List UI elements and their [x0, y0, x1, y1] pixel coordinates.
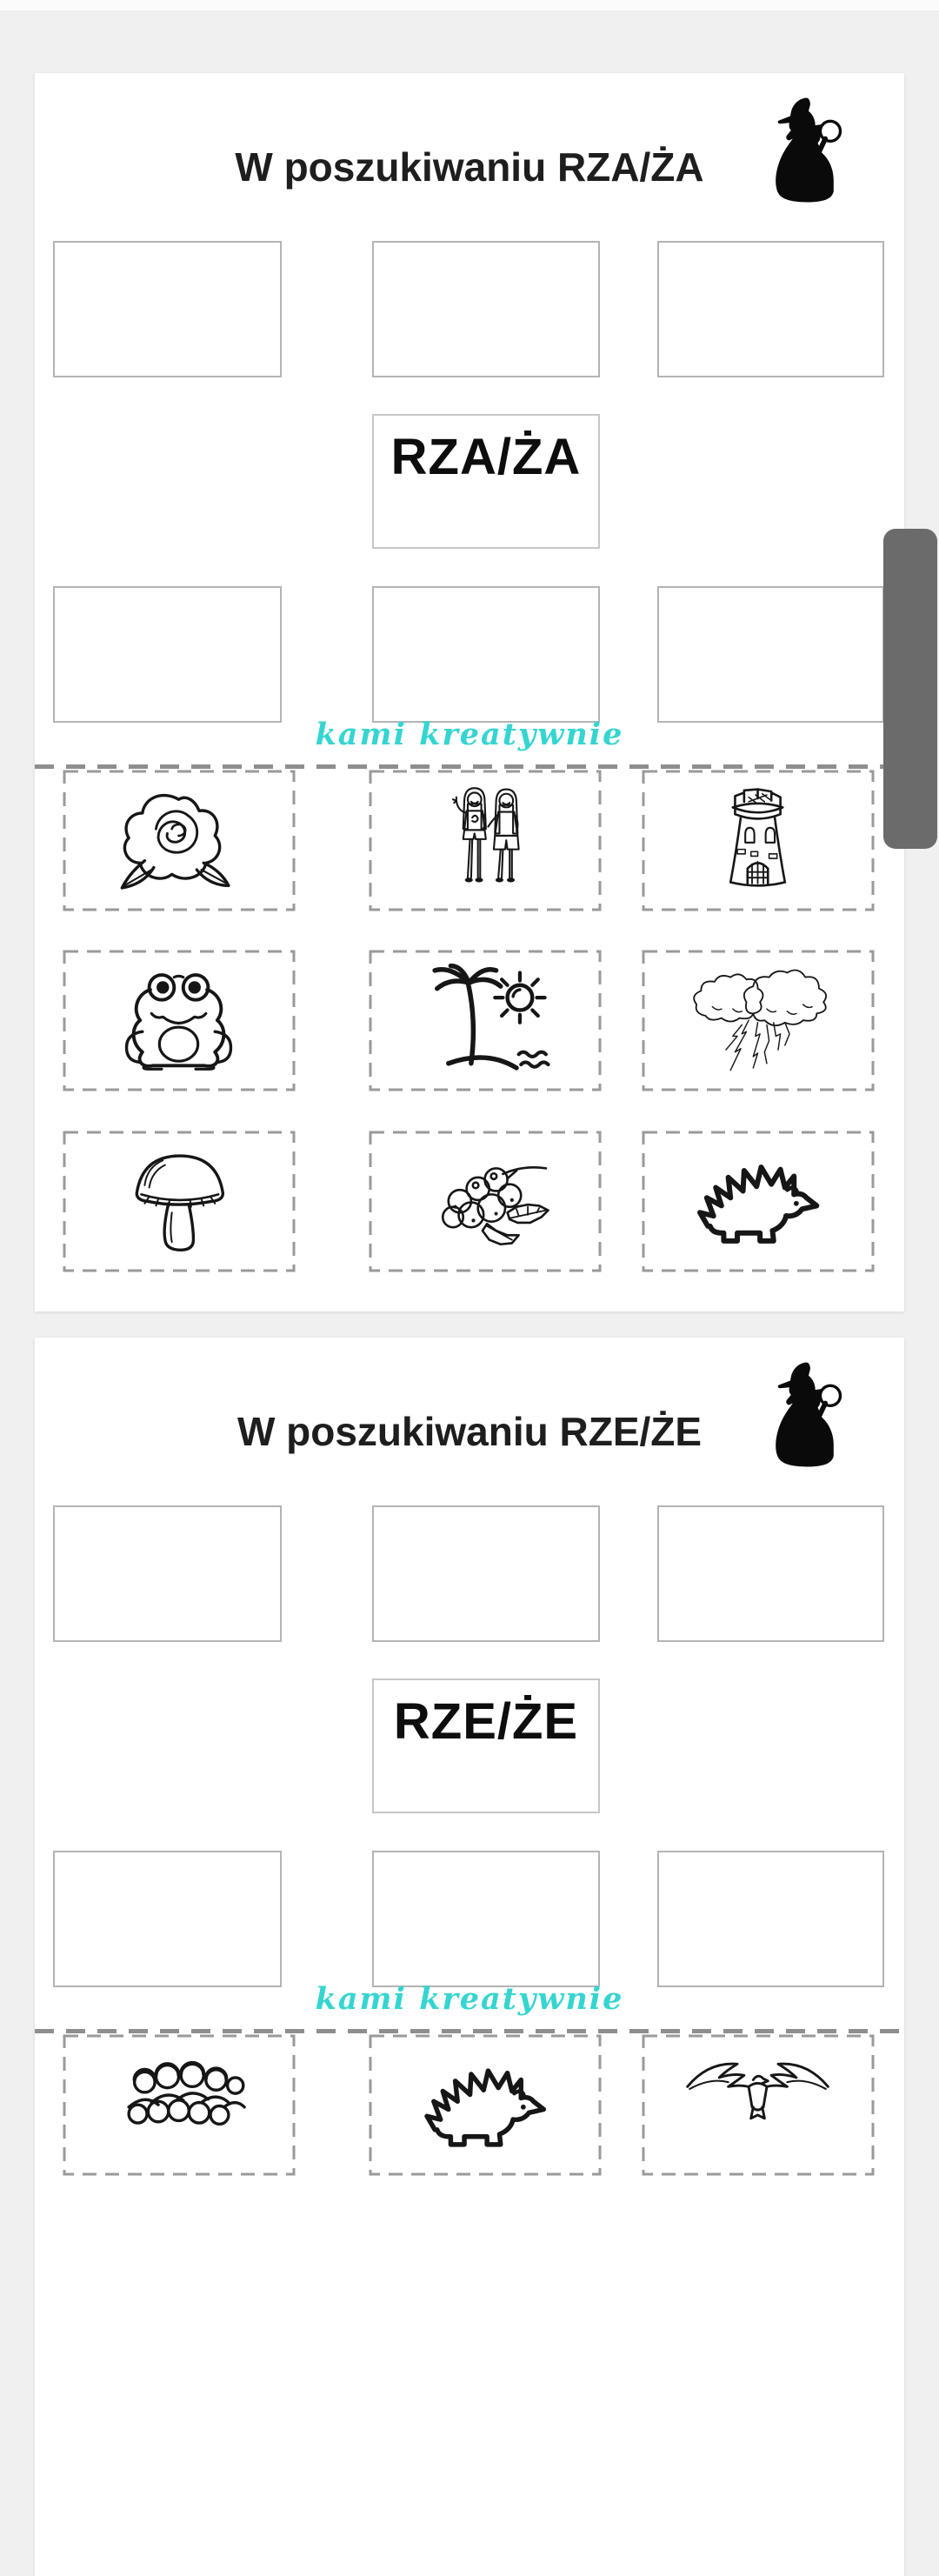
two-girls-illustration — [394, 784, 576, 897]
card-frog — [63, 950, 296, 1091]
card-mushroom — [63, 1131, 296, 1272]
status-bar-strip — [0, 0, 939, 10]
detective-with-magnifier-icon — [767, 1358, 850, 1468]
watermark: kami kreatywnie — [315, 717, 624, 752]
worksheet-page-rza-za — [35, 73, 904, 1311]
empty-slot — [372, 1505, 600, 1642]
empty-slot — [53, 1505, 282, 1642]
digraph-box — [372, 1678, 600, 1813]
storm-illustration — [667, 964, 849, 1077]
rose-illustration — [88, 784, 270, 897]
card-crowd-of-people — [63, 2034, 296, 2176]
hedgehog-illustration — [394, 2048, 576, 2161]
crowd-illustration — [88, 2048, 270, 2161]
frog-illustration — [88, 964, 270, 1077]
digraph-box — [372, 414, 600, 549]
empty-slot — [53, 586, 282, 723]
eagle-illustration — [667, 2048, 849, 2161]
cut-line — [35, 2029, 904, 2033]
card-hedgehog — [369, 2034, 602, 2176]
worksheet-page-rze-ze — [35, 1338, 904, 2576]
empty-slot — [657, 241, 884, 377]
card-rose — [63, 770, 296, 911]
empty-slot — [53, 1851, 282, 1987]
beach-illustration — [394, 964, 576, 1077]
watermark: kami kreatywnie — [315, 1981, 624, 2017]
card-eagle — [642, 2034, 875, 2176]
card-castle-tower — [642, 770, 875, 911]
card-storm-clouds-lightning — [642, 950, 875, 1091]
page-title: W poszukiwaniu RZE/ŻE — [236, 1409, 703, 1454]
card-two-girls — [369, 770, 602, 911]
currants-illustration — [394, 1145, 576, 1258]
page-title: W poszukiwaniu RZA/ŻA — [235, 144, 704, 190]
card-hedgehog — [642, 1131, 875, 1272]
mushroom-illustration — [88, 1145, 270, 1258]
card-currants — [369, 1131, 602, 1272]
empty-slot — [657, 586, 884, 723]
empty-slot — [372, 241, 600, 377]
empty-slot — [657, 1851, 884, 1987]
card-beach-palm-sun — [369, 950, 602, 1091]
castle-tower-illustration — [667, 784, 849, 897]
digraph-label: RZE/ŻE — [393, 1693, 579, 1750]
empty-slot — [372, 586, 600, 723]
scrollbar-thumb[interactable] — [883, 529, 937, 849]
empty-slot — [657, 1505, 884, 1642]
hedgehog-illustration — [667, 1145, 849, 1258]
detective-with-magnifier-icon — [767, 94, 850, 204]
empty-slot — [53, 241, 282, 377]
digraph-label: RZA/ŻA — [390, 429, 582, 485]
cut-line — [35, 764, 904, 769]
empty-slot — [372, 1851, 600, 1987]
